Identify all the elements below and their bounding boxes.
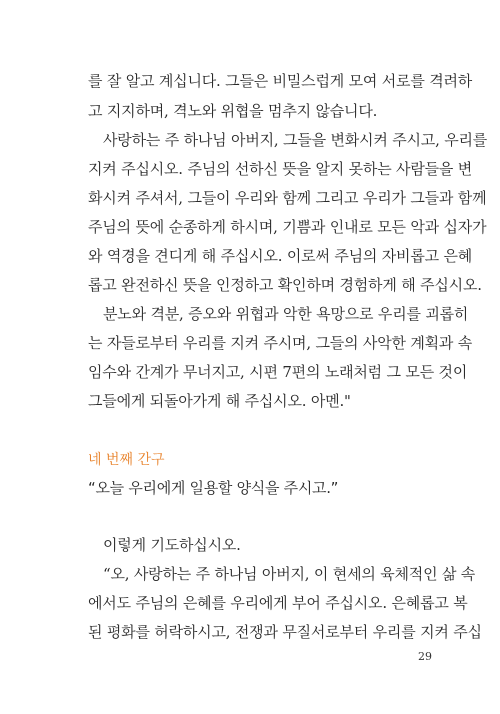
text-line: 는 자들로부터 우리를 지켜 주시며, 그들의 사악한 계획과 속 (88, 334, 473, 352)
text-line: 를 잘 알고 계십니다. 그들은 비밀스럽게 모여 서로를 격려하 (88, 72, 473, 90)
text-line: 사랑하는 주 하나님 아버지, 그들을 변화시켜 주시고, 우리를 (103, 131, 488, 149)
text-line: 이렇게 기도하십시오. (103, 536, 241, 554)
text-line: 롭고 완전하신 뜻을 인정하고 확인하며 경험하게 해 주십시오. (88, 276, 482, 294)
section-heading: 네 번째 간구 (88, 452, 165, 468)
text-line: 와 역경을 견디게 해 주십시오. 이로써 주님의 자비롭고 은혜 (88, 247, 473, 265)
section-quote: “오늘 우리에게 일용할 양식을 주시고.” (88, 479, 339, 497)
text-line: “오, 사랑하는 주 하나님 아버지, 이 현세의 육체적인 삶 속 (103, 565, 476, 583)
text-line: 고 지지하며, 격노와 위협을 멈추지 않습니다. (88, 102, 378, 120)
text-line: 분노와 격분, 증오와 위협과 악한 욕망으로 우리를 괴롭히 (103, 305, 469, 323)
text-line: 임수와 간계가 무너지고, 시편 7편의 노래처럼 그 모든 것이 (88, 363, 468, 381)
text-line: 주님의 뜻에 순종하게 하시며, 기쁨과 인내로 모든 악과 십자가 (88, 218, 487, 236)
text-line: 지켜 주십시오. 주님의 선하신 뜻을 알지 못하는 사람들을 변 (88, 160, 473, 178)
text-line: 그들에게 되돌아가게 해 주십시오. 아멘." (88, 392, 351, 410)
text-line: 에서도 주님의 은혜를 우리에게 부어 주십시오. 은혜롭고 복 (88, 594, 468, 612)
text-line: 된 평화를 허락하시고, 전쟁과 무질서로부터 우리를 지켜 주십 (88, 623, 482, 641)
text-line: 화시켜 주셔서, 그들이 우리와 함께 그리고 우리가 그들과 함께 (88, 189, 487, 207)
page-number: 29 (418, 650, 432, 663)
